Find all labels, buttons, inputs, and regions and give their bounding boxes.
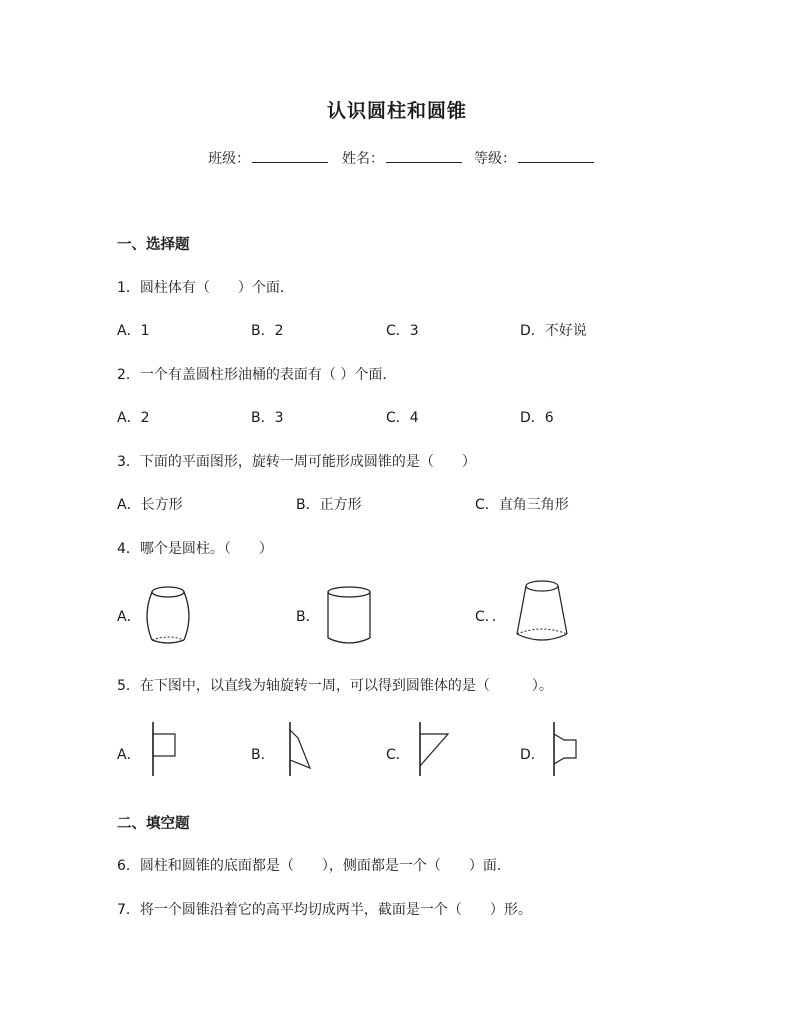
square-on-axis-icon xyxy=(145,720,185,780)
q2-option-a[interactable]: A．2 xyxy=(117,410,150,426)
q1-option-d[interactable]: D．不好说 xyxy=(520,323,587,339)
right-triangle-on-axis-icon xyxy=(412,720,452,780)
name-label: 姓名： xyxy=(342,151,384,167)
grade-field xyxy=(474,148,594,168)
section-choice-heading: 一、选择题 xyxy=(117,237,190,253)
name-field xyxy=(342,148,462,168)
question-2: 2．一个有盖圆柱形油桶的表面有（ ）个面． xyxy=(117,367,397,383)
cylinder-shape-icon xyxy=(324,584,374,646)
q2-option-d[interactable]: D．6 xyxy=(520,410,554,426)
question-1: 1．圆柱体有（ ）个面． xyxy=(117,280,294,296)
q1-option-c[interactable]: C．3 xyxy=(386,323,419,339)
trapezoid-on-axis-icon xyxy=(282,720,322,780)
q4-option-c[interactable]: C．． xyxy=(475,609,506,625)
truncated-cone-shape-icon xyxy=(512,578,572,644)
grade-label: 等级： xyxy=(474,151,516,167)
q5-option-a[interactable]: A． xyxy=(117,747,141,763)
q2-option-b[interactable]: B．3 xyxy=(251,410,284,426)
class-label: 班级： xyxy=(208,151,250,167)
question-7: 7．将一个圆锥沿着它的高平均切成两半，截面是一个（ ）形。 xyxy=(117,902,532,918)
q5-option-c[interactable]: C． xyxy=(386,747,410,763)
class-field xyxy=(208,148,328,168)
question-6: 6．圆柱和圆锥的底面都是（ ），侧面都是一个（ ）面． xyxy=(117,858,511,874)
q5-option-b[interactable]: B． xyxy=(251,747,275,763)
q5-option-d[interactable]: D． xyxy=(520,747,545,763)
question-3: 3．下面的平面图形，旋转一周可能形成圆锥的是（ ） xyxy=(117,454,476,470)
grade-blank[interactable] xyxy=(518,149,594,163)
section-fill-heading: 二、填空题 xyxy=(117,816,190,832)
q3-option-a[interactable]: A．长方形 xyxy=(117,497,183,513)
name-blank[interactable] xyxy=(386,149,462,163)
q4-option-b[interactable]: B． xyxy=(296,609,320,625)
question-4: 4．哪个是圆柱。（ ） xyxy=(117,541,273,557)
class-blank[interactable] xyxy=(252,149,328,163)
q4-option-a[interactable]: A． xyxy=(117,609,141,625)
page-title: 认识圆柱和圆锥 xyxy=(326,100,467,122)
q2-option-c[interactable]: C．4 xyxy=(386,410,419,426)
q3-option-c[interactable]: C．直角三角形 xyxy=(475,497,569,513)
barrel-shape-icon xyxy=(140,584,196,648)
q1-option-a[interactable]: A．1 xyxy=(117,323,150,339)
q1-option-b[interactable]: B．2 xyxy=(251,323,284,339)
q3-option-b[interactable]: B．正方形 xyxy=(296,497,362,513)
trapezoid-right-on-axis-icon xyxy=(546,720,586,780)
question-5: 5．在下图中，以直线为轴旋转一周，可以得到圆锥体的是（ ）。 xyxy=(117,678,553,694)
